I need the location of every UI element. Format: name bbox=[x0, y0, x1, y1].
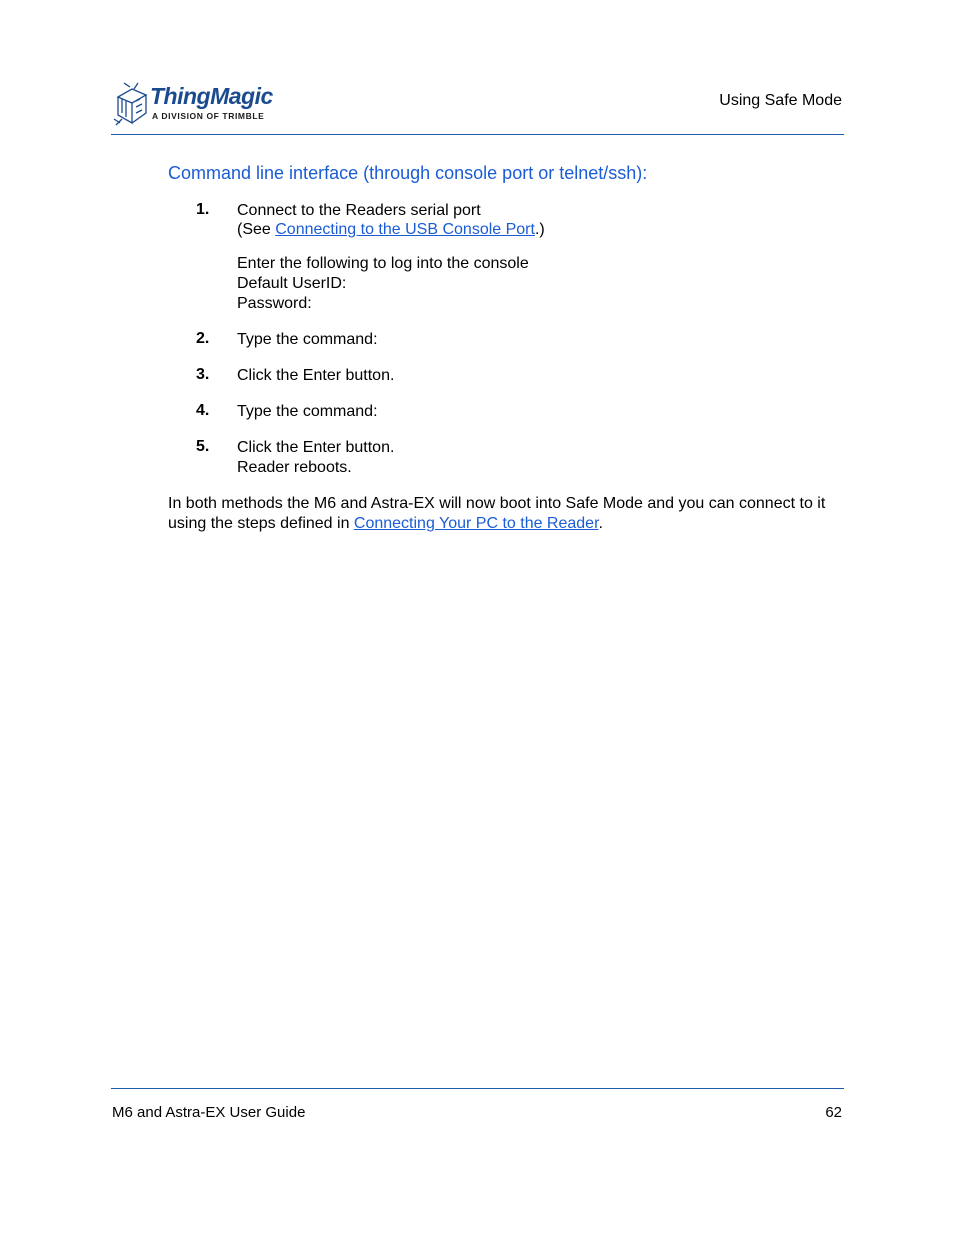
step-number-4: 4. bbox=[196, 402, 210, 419]
step-number-2: 2. bbox=[196, 330, 210, 347]
paragraph-end: . bbox=[598, 515, 603, 532]
logo-cube-icon bbox=[112, 79, 152, 129]
step-5-line: Click the Enter button. bbox=[237, 439, 395, 456]
see-suffix: .) bbox=[534, 221, 545, 238]
page-number: 62 bbox=[825, 1104, 842, 1121]
see-prefix: (See bbox=[237, 221, 276, 238]
section-title: Command line interface (through console port or telnet/ssh): bbox=[168, 163, 648, 183]
usb-console-port-link[interactable]: Connecting to the USB Console Port bbox=[275, 221, 535, 238]
step-5-text bbox=[237, 438, 394, 478]
connecting-pc-link[interactable]: Connecting Your PC to the Reader bbox=[353, 515, 599, 532]
section-label: Using Safe Mode bbox=[719, 92, 842, 109]
step-2-text: Type the command: bbox=[237, 331, 378, 348]
step-number-1: 1. bbox=[196, 201, 210, 218]
step-5-result: Reader reboots. bbox=[237, 459, 352, 476]
default-userid-label: Default UserID: bbox=[237, 275, 347, 292]
step-1-text bbox=[237, 201, 545, 239]
step-4-text: Type the command: bbox=[237, 403, 378, 420]
password-label: Password: bbox=[237, 295, 312, 312]
logo-wordmark: ThingMagic bbox=[150, 83, 273, 109]
header-rule bbox=[111, 134, 844, 135]
login-instruction: Enter the following to log into the console bbox=[237, 255, 529, 272]
summary-paragraph bbox=[168, 494, 858, 534]
step-1-see-line bbox=[237, 220, 545, 239]
paragraph-text: In both methods the M6 and Astra-EX will now boot into Safe Mode and you can connect to it using the steps defined in bbox=[168, 495, 826, 532]
footer-doc-title: M6 and Astra-EX User Guide bbox=[112, 1104, 306, 1121]
footer-rule bbox=[111, 1088, 844, 1089]
step-1-line: Connect to the Readers serial port bbox=[237, 202, 481, 219]
step-number-5: 5. bbox=[196, 438, 210, 455]
step-number-3: 3. bbox=[196, 366, 210, 383]
thingmagic-logo bbox=[112, 79, 282, 129]
step-1-login-block bbox=[237, 254, 529, 314]
step-3-text: Click the Enter button. bbox=[237, 367, 395, 384]
logo-tagline: A DIVISION OF TRIMBLE bbox=[152, 111, 265, 121]
